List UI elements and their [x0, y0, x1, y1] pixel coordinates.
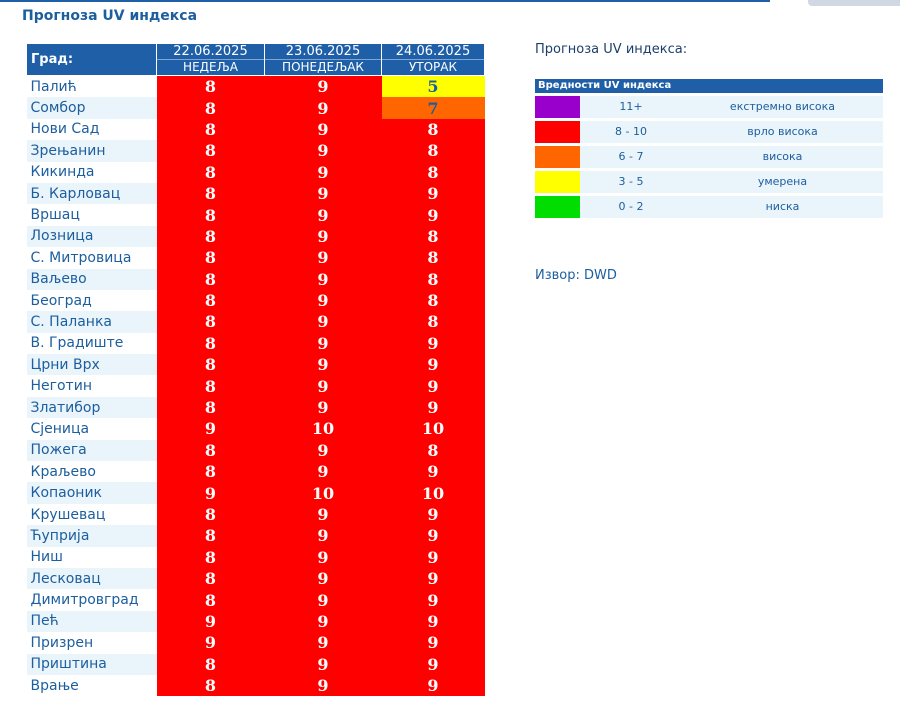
uv-value-cell: 8 — [157, 568, 265, 589]
table-row — [27, 333, 485, 354]
table-row — [27, 354, 485, 375]
legend-color-swatch — [535, 96, 580, 118]
uv-value-cell: 9 — [265, 183, 382, 204]
uv-forecast-table — [26, 43, 485, 696]
city-name: Ниш — [30, 549, 63, 566]
uv-value-cell: 8 — [382, 440, 485, 461]
day-date: 24.06.2025 — [395, 44, 471, 59]
city-name: Пећ — [27, 611, 157, 632]
legend-color-swatch — [535, 146, 580, 168]
uv-value-cell: 8 — [157, 375, 265, 396]
table-row — [27, 418, 485, 439]
uv-value-cell: 9 — [382, 525, 485, 546]
city-name: В. Градиште — [30, 335, 124, 352]
uv-value-cell: 9 — [265, 119, 382, 140]
uv-value-cell: 10 — [265, 418, 382, 439]
legend-row — [535, 121, 883, 143]
uv-value-cell: 9 — [265, 568, 382, 589]
uv-value-cell: 8 — [157, 162, 265, 183]
city-name: Крушевац — [30, 506, 106, 523]
table-row — [27, 183, 485, 204]
city-name: Кикинда — [30, 164, 95, 181]
legend-header: Вредности UV индекса — [535, 79, 883, 93]
table-row — [27, 311, 485, 332]
uv-value-cell: 9 — [265, 226, 382, 247]
day-date: 23.06.2025 — [285, 44, 361, 59]
uv-value-cell: 8 — [382, 269, 485, 290]
uv-value-cell: 9 — [382, 568, 485, 589]
uv-value-cell: 9 — [265, 547, 382, 568]
uv-value-cell: 9 — [157, 418, 265, 439]
table-row — [27, 504, 485, 525]
legend-color-swatch — [535, 121, 580, 143]
uv-value-cell: 10 — [382, 482, 485, 503]
table-row — [27, 76, 485, 98]
day-weekday: ПОНЕДЕЉАК — [265, 59, 381, 74]
uv-value-cell: 8 — [157, 183, 265, 204]
uv-value-cell: 5 — [382, 76, 485, 98]
uv-value-cell: 8 — [382, 140, 485, 161]
uv-value-cell: 8 — [157, 204, 265, 225]
table-row — [27, 675, 485, 696]
uv-value-cell: 9 — [382, 375, 485, 396]
uv-value-cell: 9 — [382, 461, 485, 482]
day-weekday: УТОРАК — [382, 59, 484, 74]
uv-value-cell: 9 — [382, 547, 485, 568]
uv-value-cell: 8 — [157, 397, 265, 418]
uv-value-cell: 9 — [265, 311, 382, 332]
table-row — [27, 632, 485, 653]
city-name: Нови Сад — [30, 121, 100, 138]
legend-rows — [535, 96, 883, 218]
uv-value-cell: 9 — [382, 333, 485, 354]
uv-value-cell: 9 — [382, 397, 485, 418]
table-row — [27, 654, 485, 675]
city-name: Палић — [30, 78, 77, 95]
table-row — [27, 568, 485, 589]
uv-value-cell: 9 — [265, 375, 382, 396]
uv-value-cell: 8 — [157, 461, 265, 482]
city-column-header: Град: — [27, 44, 157, 76]
uv-value-cell: 8 — [157, 226, 265, 247]
uv-value-cell: 9 — [382, 504, 485, 525]
table-row — [27, 397, 485, 418]
uv-value-cell: 9 — [157, 611, 265, 632]
city-name: Врање — [30, 677, 79, 694]
legend-color-swatch — [535, 196, 580, 218]
uv-value-cell: 9 — [382, 654, 485, 675]
table-row — [27, 290, 485, 311]
table-row — [27, 97, 485, 118]
uv-value-cell: 9 — [382, 204, 485, 225]
uv-value-cell: 8 — [382, 247, 485, 268]
uv-value-cell: 9 — [265, 97, 382, 118]
uv-value-cell: 8 — [157, 311, 265, 332]
uv-value-cell: 8 — [157, 247, 265, 268]
table-row — [27, 482, 485, 503]
uv-value-cell: 9 — [265, 140, 382, 161]
legend-row — [535, 171, 883, 193]
city-name: Копаоник — [27, 482, 157, 503]
day-column-header — [157, 44, 265, 76]
uv-value-cell: 8 — [157, 589, 265, 610]
city-name: Златибор — [27, 397, 157, 418]
city-name: Димитровград — [30, 592, 139, 609]
table-body — [27, 76, 485, 697]
uv-value-cell: 9 — [265, 269, 382, 290]
legend-row — [535, 196, 883, 218]
table-row — [27, 375, 485, 396]
table-header-row — [27, 44, 485, 76]
uv-value-cell: 8 — [157, 547, 265, 568]
uv-value-cell: 9 — [265, 204, 382, 225]
legend-label: ниска — [765, 200, 800, 213]
table-row — [27, 440, 485, 461]
uv-value-cell: 8 — [157, 140, 265, 161]
table-row — [27, 204, 485, 225]
top-right-tab — [808, 0, 900, 6]
uv-value-cell: 8 — [157, 269, 265, 290]
legend-range: 0 - 2 — [618, 200, 644, 213]
table-row — [27, 247, 485, 268]
top-border-line — [0, 0, 770, 2]
uv-value-cell: 9 — [382, 611, 485, 632]
city-name: Лесковац — [27, 568, 157, 589]
legend-row — [535, 96, 883, 118]
uv-value-cell: 9 — [265, 504, 382, 525]
day-date: 22.06.2025 — [173, 44, 248, 59]
uv-value-cell: 9 — [382, 589, 485, 610]
table-row — [27, 119, 485, 140]
table-row — [27, 269, 485, 290]
legend-label: висока — [762, 150, 803, 163]
uv-value-cell: 9 — [265, 654, 382, 675]
uv-value-cell: 8 — [382, 311, 485, 332]
uv-value-cell: 9 — [265, 76, 382, 98]
city-name: Ваљево — [27, 269, 157, 290]
city-name: Приштина — [27, 654, 157, 675]
uv-value-cell: 9 — [265, 162, 382, 183]
city-name: С. Митровица — [30, 249, 132, 266]
uv-value-cell: 10 — [382, 418, 485, 439]
day-weekday: НЕДЕЉА — [157, 59, 264, 74]
table-row — [27, 547, 485, 568]
city-name: Београд — [30, 292, 92, 309]
uv-value-cell: 9 — [382, 675, 485, 696]
legend-color-swatch — [535, 171, 580, 193]
day-column-header — [382, 44, 485, 76]
day-column-header — [265, 44, 382, 76]
uv-legend — [535, 79, 883, 218]
uv-value-cell: 9 — [382, 183, 485, 204]
city-name: Сомбор — [27, 97, 157, 118]
uv-value-cell: 10 — [265, 482, 382, 503]
table-row — [27, 525, 485, 546]
table-row — [27, 140, 485, 161]
uv-value-cell: 9 — [265, 333, 382, 354]
city-name: С. Паланка — [27, 311, 157, 332]
legend-range: 3 - 5 — [618, 175, 644, 188]
city-name: Краљево — [30, 463, 96, 480]
uv-value-cell: 8 — [157, 675, 265, 696]
uv-value-cell: 8 — [157, 654, 265, 675]
uv-value-cell: 7 — [382, 97, 485, 118]
uv-value-cell: 9 — [265, 354, 382, 375]
legend-title: Прогноза UV индекса: — [535, 42, 688, 57]
legend-range: 6 - 7 — [618, 150, 644, 163]
legend-label: умерена — [757, 175, 808, 188]
uv-value-cell: 9 — [265, 461, 382, 482]
city-name: Неготин — [30, 378, 92, 395]
uv-value-cell: 9 — [265, 290, 382, 311]
city-name: Ћуприја — [27, 525, 157, 546]
city-name: Зрењанин — [27, 140, 157, 161]
uv-value-cell: 8 — [157, 504, 265, 525]
uv-value-cell: 8 — [157, 76, 265, 98]
table-row — [27, 461, 485, 482]
legend-range: 11+ — [619, 100, 643, 113]
city-name: Лозница — [27, 226, 157, 247]
uv-value-cell: 9 — [265, 611, 382, 632]
table-row — [27, 611, 485, 632]
legend-row — [535, 146, 883, 168]
uv-value-cell: 9 — [265, 525, 382, 546]
uv-value-cell: 8 — [157, 333, 265, 354]
uv-value-cell: 9 — [265, 675, 382, 696]
uv-value-cell: 8 — [382, 226, 485, 247]
uv-value-cell: 9 — [382, 632, 485, 653]
city-name: Пожега — [27, 440, 157, 461]
city-name: Црни Врх — [27, 354, 157, 375]
uv-value-cell: 9 — [157, 482, 265, 503]
uv-value-cell: 8 — [157, 354, 265, 375]
uv-value-cell: 9 — [265, 247, 382, 268]
city-name: Сјеница — [30, 420, 90, 437]
uv-value-cell: 9 — [265, 440, 382, 461]
legend-label: екстремно висока — [729, 100, 836, 113]
uv-value-cell: 8 — [157, 440, 265, 461]
uv-value-cell: 9 — [157, 632, 265, 653]
page-title: Прогноза UV индекса — [22, 8, 198, 24]
city-name: Вршац — [30, 207, 80, 224]
legend-range: 8 - 10 — [615, 125, 647, 138]
city-name: Б. Карловац — [27, 183, 157, 204]
table-row — [27, 162, 485, 183]
uv-value-cell: 8 — [157, 525, 265, 546]
uv-value-cell: 8 — [382, 290, 485, 311]
uv-value-cell: 8 — [382, 119, 485, 140]
table-row — [27, 226, 485, 247]
uv-value-cell: 9 — [265, 397, 382, 418]
uv-value-cell: 8 — [157, 97, 265, 118]
uv-value-cell: 9 — [265, 589, 382, 610]
uv-value-cell: 8 — [157, 119, 265, 140]
uv-value-cell: 8 — [382, 162, 485, 183]
source-note: Извор: DWD — [535, 268, 617, 283]
table-row — [27, 589, 485, 610]
uv-value-cell: 8 — [157, 290, 265, 311]
uv-value-cell: 9 — [382, 354, 485, 375]
legend-label: врло висока — [747, 125, 818, 138]
city-name: Призрен — [30, 634, 94, 651]
uv-value-cell: 9 — [265, 632, 382, 653]
